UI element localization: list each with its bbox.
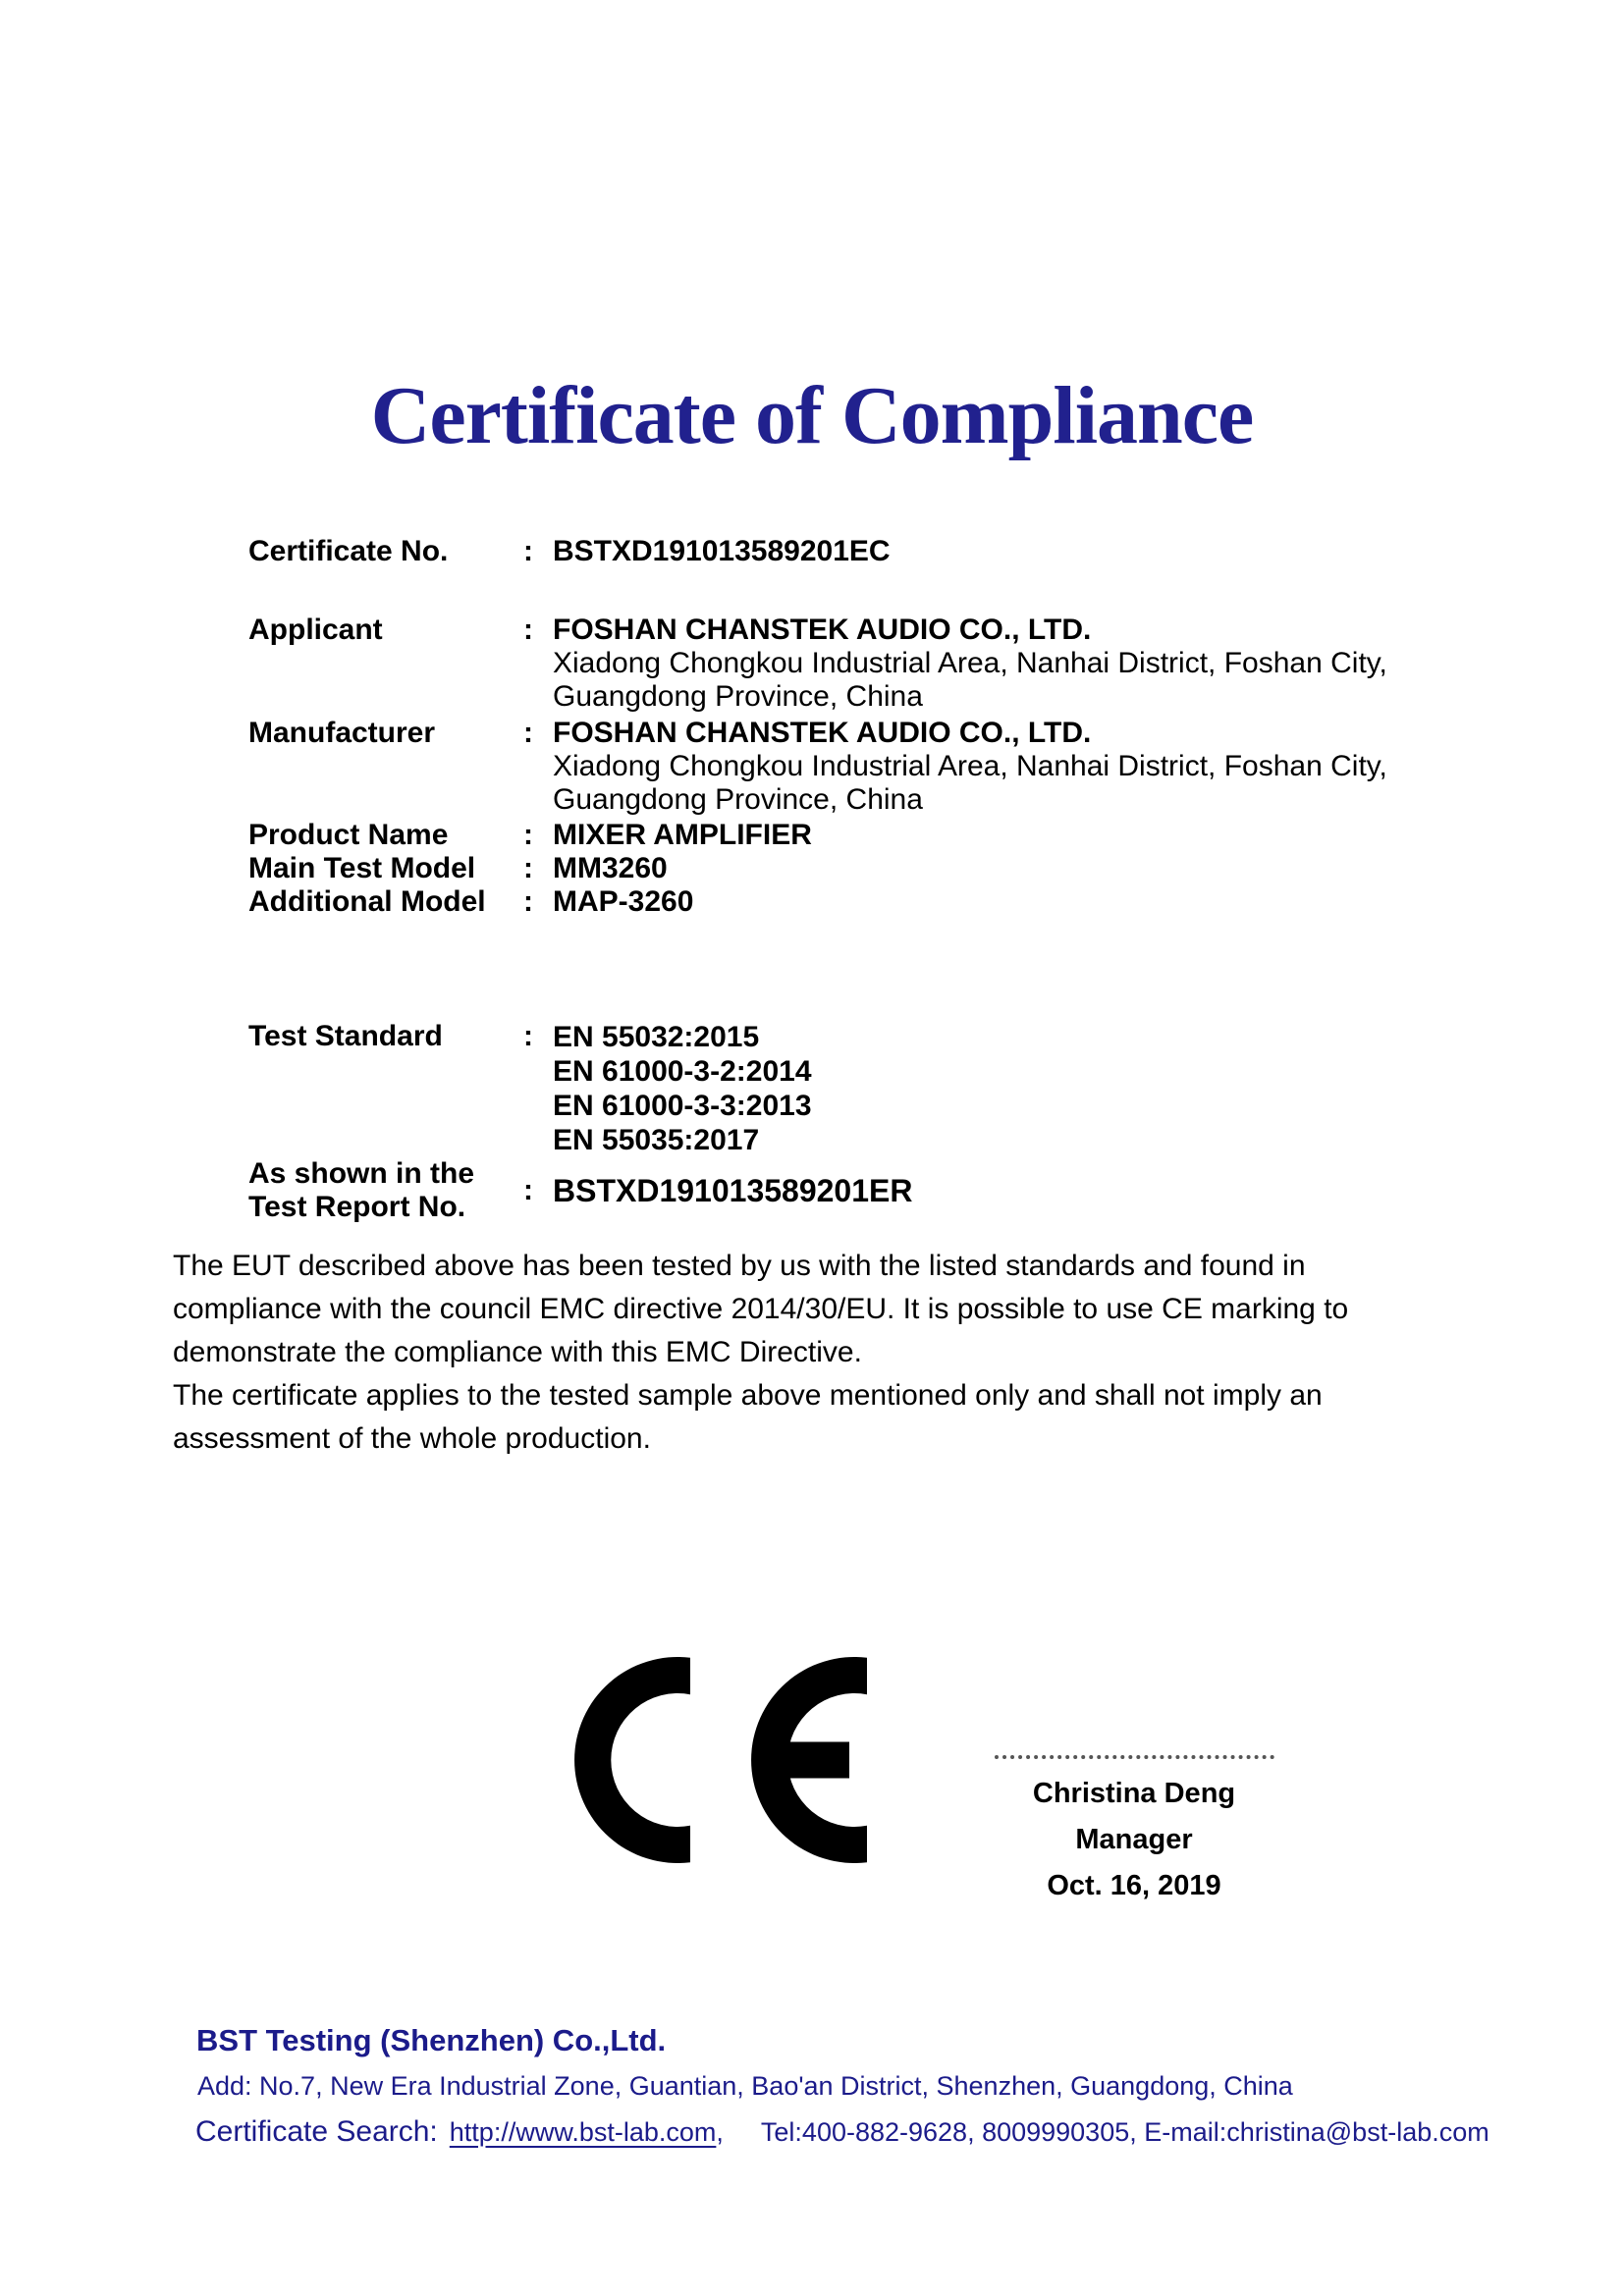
- field-label: Additional Model: [248, 885, 486, 918]
- colon-separator: :: [523, 717, 533, 749]
- field-label: Applicant: [248, 614, 383, 646]
- issuer-address: Add: No.7, New Era Industrial Zone, Guantian, Bao'an District, Shenzhen, Guangdong, China: [197, 2071, 1293, 2101]
- company-address-line: Xiadong Chongkou Industrial Area, Nanhai District, Foshan City,: [553, 750, 1387, 782]
- standard-item: EN 61000-3-2:2014: [553, 1055, 812, 1088]
- field-value-block: [553, 614, 1387, 714]
- colon-separator: :: [523, 819, 533, 851]
- signature-dotted-line: [995, 1755, 1274, 1759]
- field-applicant: [248, 614, 1456, 714]
- field-value: MIXER AMPLIFIER: [553, 819, 812, 851]
- colon-separator: :: [523, 1174, 533, 1206]
- issuer-contact-info: Tel:400-882-9628, 8009990305, E-mail:christina@bst-lab.com: [760, 2117, 1489, 2147]
- field-label: Test Standard: [248, 1020, 443, 1052]
- certificate-details: [248, 535, 1456, 1224]
- field-test-report-no: [248, 1157, 1456, 1224]
- field-value: BSTXD191013589201ER: [553, 1173, 913, 1208]
- company-address-line: Xiadong Chongkou Industrial Area, Nanhai District, Foshan City,: [553, 647, 1387, 679]
- standard-item: EN 55035:2017: [553, 1124, 760, 1156]
- field-label: Manufacturer: [248, 717, 436, 749]
- statement-paragraph: The certificate applies to the tested sample above mentioned only and shall not imply an assessment of the whole production.: [173, 1379, 1323, 1455]
- signer-role: Manager: [1075, 1824, 1193, 1855]
- statement-paragraph: The EUT described above has been tested by us with the listed standards and found in compliance with the council EMC directive 2014/30/EU. It is possible to use CE marking to demonstrate the compliance with this EMC Directive.: [173, 1250, 1349, 1368]
- field-label: Main Test Model: [248, 852, 476, 884]
- statement-text: [173, 1245, 1439, 1461]
- signature-block: [987, 1755, 1281, 1909]
- field-value: MM3260: [553, 852, 668, 884]
- standard-item: EN 55032:2015: [553, 1021, 760, 1053]
- field-product-name: [248, 819, 1456, 852]
- field-certificate-no: [248, 535, 1456, 568]
- field-label: Certificate No.: [248, 535, 449, 567]
- colon-separator: :: [523, 885, 533, 918]
- field-main-test-model: [248, 852, 1456, 885]
- company-address-line: Guangdong Province, China: [553, 783, 923, 816]
- colon-separator: :: [523, 852, 533, 884]
- certificate-search-label: Certificate Search:: [195, 2115, 438, 2148]
- standards-list: [553, 1020, 812, 1157]
- colon-separator: :: [523, 614, 533, 646]
- signature-date: Oct. 16, 2019: [1047, 1870, 1221, 1901]
- colon-separator: :: [523, 535, 533, 567]
- field-label: [248, 1157, 523, 1224]
- field-label: Product Name: [248, 819, 449, 851]
- search-url-comma: ,: [716, 2117, 724, 2147]
- company-address-line: Guangdong Province, China: [553, 680, 923, 713]
- field-label-line: As shown in the: [248, 1157, 475, 1190]
- certificate-search-line: [195, 2115, 1489, 2149]
- field-additional-model: [248, 885, 1456, 919]
- signer-name: Christina Deng: [1032, 1778, 1236, 1809]
- page-title: Certificate of Compliance: [370, 370, 1254, 461]
- ce-mark-icon: [574, 1657, 867, 1863]
- standard-item: EN 61000-3-3:2013: [553, 1090, 812, 1122]
- company-name: FOSHAN CHANSTEK AUDIO CO., LTD.: [553, 717, 1092, 749]
- field-value: MAP-3260: [553, 885, 694, 918]
- certificate-search-url-link[interactable]: http://www.bst-lab.com: [449, 2117, 717, 2147]
- field-value: BSTXD191013589201EC: [553, 535, 891, 567]
- field-label-line: Test Report No.: [248, 1191, 466, 1223]
- colon-separator: :: [523, 1020, 533, 1052]
- issuer-company-name: BST Testing (Shenzhen) Co.,Ltd.: [196, 2023, 667, 2057]
- field-manufacturer: [248, 717, 1456, 817]
- field-test-standard: [248, 1020, 1456, 1157]
- field-value-block: [553, 717, 1387, 817]
- company-name: FOSHAN CHANSTEK AUDIO CO., LTD.: [553, 614, 1092, 646]
